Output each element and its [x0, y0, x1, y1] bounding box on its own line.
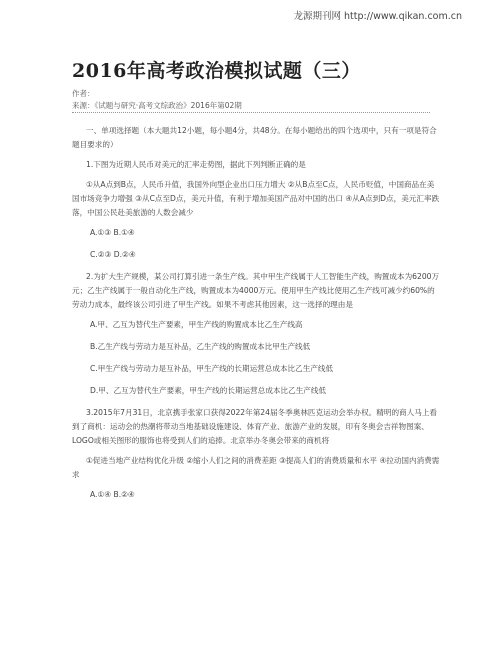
divider	[72, 112, 430, 113]
question-2: 2.为扩大生产规模，某公司打算引进一条生产线。其中甲生产线属于人工智能生产线，购置成本为6200万元；乙生产线属于一般自动化生产线，购置成本为4000万元。使用甲生产线比使用乙生产线可减少约60%的劳动力成本，最终该公司引进了甲生产线。如果不考虑其他因素，这一选择的理由是	[72, 272, 440, 309]
question-2-option-d: D.甲、乙互为替代生产要素，甲生产线的长期运营总成本比乙生产线低	[90, 386, 327, 395]
question-1-options-cd: C.②③ D.②④	[90, 250, 136, 259]
question-2-option-b: B.乙生产线与劳动力是互补品，乙生产线的购置成本比甲生产线低	[90, 342, 311, 351]
question-3-statements: ①促进当地产业结构优化升级 ②缩小人们之间的消费差距 ③提高人们的消费质量和水平 ④拉动国内消费需求	[72, 456, 440, 479]
question-1-options-ab: A.①③ B.①④	[90, 228, 135, 237]
section-intro: 一、单项选择题（本大题共12小题，每小题4分，共48分。在每小题给出的四个选项中，只有一项是符合题目要求的）	[72, 126, 437, 149]
question-2-option-a: A.甲、乙互为替代生产要素，甲生产线的购置成本比乙生产线高	[90, 320, 303, 329]
site-header[interactable]: 龙源期刊网 http://www.qikan.com.cn	[293, 11, 462, 22]
source-line: 来源：《试题与研究·高考文综政治》2016年第02期	[72, 101, 242, 110]
question-1: 1.下图为近期人民币对美元的汇率走势图，据此下列判断正确的是	[86, 160, 306, 169]
question-3: 3.2015年7月31日，北京携手张家口获得2022年第24届冬季奥林匹克运动会举办权。精明的商人马上看到了商机：运动会的热潮将带动当地基础设施建设、体育产业、旅游产业的发展，印有冬奥会吉祥物图案、LOGO或相关图形的服饰也将受到人们的追捧。北京举办冬奥会带来的商机将	[72, 408, 438, 445]
author-label: 作者：	[72, 89, 95, 98]
page-title: 2016年高考政治模拟试题（三）	[72, 60, 361, 82]
article-body	[72, 124, 440, 510]
question-2-option-c: C.甲生产线与劳动力是互补品，甲生产线的长期运营总成本比乙生产线低	[90, 364, 334, 373]
question-3-options-ab: A.①④ B.②④	[90, 490, 135, 499]
question-1-statements: ①从A点到B点，人民币升值，我国外向型企业出口压力增大 ②从B点至C点，人民币贬值，中国商品在美国市场竞争力增强 ③从C点至D点，美元升值，有利于增加美国产品对中国的出口 ④从A点到D点，美元汇率跌落，中国公民赴美旅游的人数会减少	[72, 180, 440, 217]
